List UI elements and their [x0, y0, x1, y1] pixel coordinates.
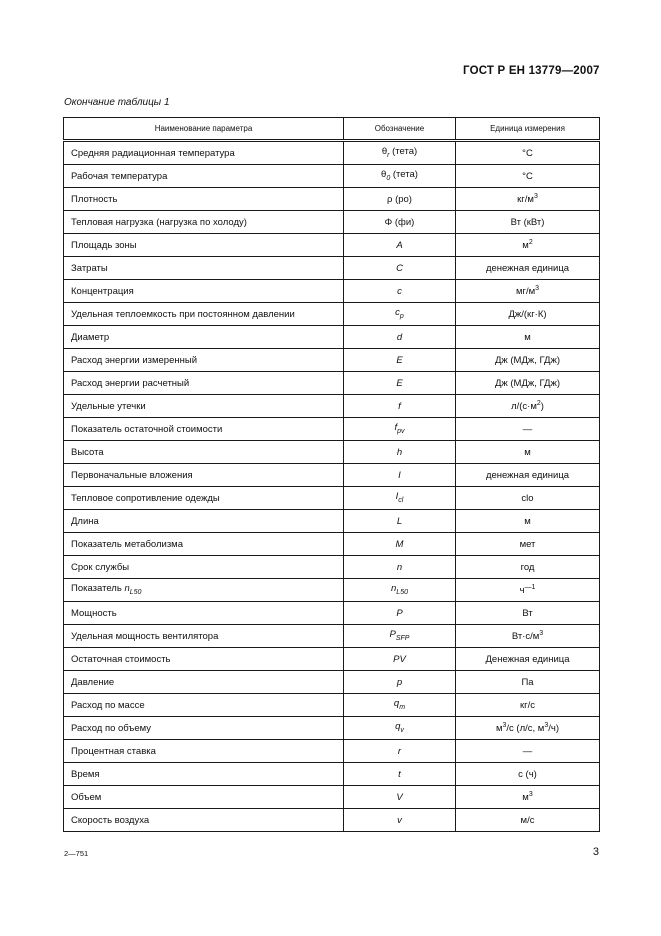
unit-text: Вт (кВт) [510, 216, 545, 228]
symbol-text: I [395, 490, 399, 502]
symbol-text: E [396, 377, 403, 389]
page-number: 3 [592, 846, 599, 858]
parameter-unit [456, 395, 600, 418]
parameter-name [64, 141, 344, 165]
table-row [64, 257, 600, 280]
parameter-symbol [344, 533, 456, 556]
symbol-text: I [398, 469, 401, 481]
symbol-text: θ [381, 145, 388, 157]
parameter-name [64, 165, 344, 188]
parameter-name [64, 602, 344, 625]
unit-text: кг/с [519, 699, 535, 711]
parameter-symbol [344, 441, 456, 464]
parameter-name-text: Плотность [71, 193, 118, 205]
parameter-symbol [344, 326, 456, 349]
table-row [64, 809, 600, 832]
parameter-name-text: Мощность [71, 607, 117, 619]
parameter-name [64, 671, 344, 694]
symbol-text: d [396, 331, 403, 343]
parameter-unit [456, 349, 600, 372]
parameter-name-text: Удельная теплоемкость при постоянном давлении [71, 308, 295, 320]
parameter-name [64, 303, 344, 326]
parameter-name-symbol: n [124, 582, 130, 594]
parameter-unit [456, 717, 600, 740]
parameter-name [64, 786, 344, 809]
table-row [64, 141, 600, 165]
symbol-suffix: (тета) [389, 145, 418, 157]
symbol-text: q [393, 697, 400, 709]
symbol-text: ρ (ро) [387, 193, 412, 205]
parameter-symbol [344, 556, 456, 579]
symbol-text: c [397, 285, 402, 297]
parameter-name-text: Показатель остаточной стоимости [71, 423, 223, 435]
parameter-symbol [344, 671, 456, 694]
parameter-unit [456, 763, 600, 786]
parameter-name [64, 510, 344, 533]
symbol-subscript: m [399, 703, 406, 711]
unit-text: м [524, 515, 531, 527]
parameter-symbol [344, 763, 456, 786]
parameter-unit [456, 372, 600, 395]
symbol-text: P [396, 607, 403, 619]
unit-superscript: —1 [524, 583, 536, 591]
parameter-name-text: Средняя радиационная температура [71, 147, 235, 159]
unit-text: Вт [522, 607, 533, 619]
parameter-symbol [344, 740, 456, 763]
symbol-text: M [395, 538, 404, 550]
symbol-text: PV [393, 653, 406, 665]
parameter-symbol [344, 349, 456, 372]
unit-superscript: 3 [502, 721, 507, 729]
parameter-name [64, 395, 344, 418]
table-row [64, 671, 600, 694]
parameter-symbol [344, 464, 456, 487]
parameter-unit [456, 441, 600, 464]
parameter-name-subscript: L50 [129, 588, 142, 596]
parameter-name-text: Рабочая температура [71, 170, 168, 182]
symbol-text: A [396, 239, 403, 251]
column-header-name: Наименование параметра [64, 118, 344, 141]
parameter-symbol [344, 418, 456, 441]
table-row [64, 234, 600, 257]
unit-text: денежная единица [485, 262, 570, 274]
symbol-subscript: cl [398, 496, 404, 504]
symbol-text: f [394, 421, 398, 433]
parameter-name-text: Расход энергии измеренный [71, 354, 198, 366]
parameter-symbol [344, 188, 456, 211]
table-row [64, 648, 600, 671]
parameter-symbol [344, 234, 456, 257]
unit-text: Дж/(кг·К) [508, 308, 547, 320]
table-row [64, 579, 600, 602]
parameter-unit [456, 211, 600, 234]
parameter-name [64, 211, 344, 234]
symbol-text: f [398, 400, 401, 412]
symbol-text: E [396, 354, 403, 366]
symbol-suffix: (тета) [390, 168, 418, 180]
parameter-name [64, 372, 344, 395]
parameter-unit [456, 303, 600, 326]
footer-print-code: 2—751 [64, 849, 89, 858]
parameter-symbol [344, 694, 456, 717]
parameter-name [64, 625, 344, 648]
parameter-name [64, 464, 344, 487]
table-body [64, 141, 600, 832]
parameters-table [63, 117, 600, 832]
parameter-name [64, 809, 344, 832]
parameter-name [64, 717, 344, 740]
unit-text: Па [521, 676, 534, 688]
parameter-unit [456, 464, 600, 487]
table-row [64, 786, 600, 809]
parameter-symbol [344, 786, 456, 809]
parameter-symbol [344, 809, 456, 832]
symbol-text: P [389, 628, 396, 640]
unit-text: м [522, 239, 529, 251]
parameter-symbol [344, 165, 456, 188]
table-row [64, 464, 600, 487]
parameter-name-text: Давление [71, 676, 115, 688]
parameter-symbol [344, 280, 456, 303]
parameter-name-text: Скорость воздуха [71, 814, 150, 826]
symbol-text: r [397, 745, 402, 757]
unit-text: ч [519, 584, 525, 596]
parameter-unit [456, 556, 600, 579]
parameter-name-text: Остаточная стоимость [71, 653, 171, 665]
parameter-name-text: Удельные утечки [71, 400, 146, 412]
parameter-name [64, 694, 344, 717]
table-row [64, 165, 600, 188]
unit-text: м/с [520, 814, 535, 826]
unit-text: м [522, 791, 529, 803]
parameter-name-text: Расход по объему [71, 722, 152, 734]
parameter-name [64, 234, 344, 257]
parameter-unit [456, 510, 600, 533]
parameter-name-text: Затраты [71, 262, 108, 274]
parameter-unit [456, 234, 600, 257]
parameter-name [64, 188, 344, 211]
unit-text: Дж (МДж, ГДж) [494, 377, 561, 389]
parameter-name-text: Удельная мощность вентилятора [71, 630, 219, 642]
unit-superscript: 3 [528, 790, 533, 798]
parameter-name [64, 556, 344, 579]
table-header-row [64, 118, 600, 141]
symbol-text: C [396, 262, 403, 274]
parameter-name [64, 441, 344, 464]
table-row [64, 418, 600, 441]
symbol-subscript: p [399, 312, 404, 320]
symbol-text: t [398, 768, 401, 780]
table-row [64, 188, 600, 211]
parameter-name [64, 280, 344, 303]
symbol-text: n [396, 561, 403, 573]
unit-text: °С [522, 170, 533, 182]
table-row [64, 441, 600, 464]
parameter-unit [456, 141, 600, 165]
table-row [64, 625, 600, 648]
parameter-unit [456, 280, 600, 303]
table-caption: Окончание таблицы 1 [64, 97, 170, 108]
table-row [64, 303, 600, 326]
parameter-name [64, 533, 344, 556]
parameter-name-text: Высота [71, 446, 104, 458]
parameter-unit [456, 165, 600, 188]
parameter-name [64, 740, 344, 763]
unit-superscript: 2 [536, 399, 541, 407]
unit-superscript: 3 [544, 721, 549, 729]
unit-text: — [522, 423, 533, 435]
parameter-name [64, 418, 344, 441]
column-header-unit: Единица измерения [456, 118, 600, 141]
parameter-unit [456, 671, 600, 694]
table-row [64, 326, 600, 349]
parameter-symbol [344, 211, 456, 234]
symbol-text: V [396, 791, 403, 803]
parameter-name-text: Расход по массе [71, 699, 145, 711]
table-row [64, 763, 600, 786]
symbol-text: v [397, 814, 402, 826]
parameter-name-text: Площадь зоны [71, 239, 137, 251]
table-row [64, 717, 600, 740]
parameter-symbol [344, 510, 456, 533]
parameter-name-text: Тепловая нагрузка (нагрузка по холоду) [71, 216, 247, 228]
unit-text: м [495, 722, 503, 734]
parameter-name-text: Объем [71, 791, 102, 803]
table-row [64, 211, 600, 234]
parameter-unit [456, 602, 600, 625]
parameter-unit [456, 418, 600, 441]
unit-superscript: 3 [539, 629, 544, 637]
symbol-text: n [391, 582, 397, 594]
table-row [64, 533, 600, 556]
unit-text: мет [519, 538, 536, 550]
unit-text: мг/м [515, 285, 536, 297]
table-row [64, 395, 600, 418]
parameter-name-text: Тепловое сопротивление одежды [71, 492, 220, 504]
parameter-unit [456, 188, 600, 211]
unit-text-suffix: /ч) [548, 722, 560, 734]
parameter-unit [456, 809, 600, 832]
parameter-name [64, 579, 344, 602]
unit-text: Денежная единица [485, 653, 570, 665]
table-row [64, 556, 600, 579]
symbol-text: p [396, 676, 403, 688]
symbol-text: h [396, 446, 403, 458]
table-row [64, 280, 600, 303]
symbol-subscript: v [400, 726, 404, 734]
symbol-subscript: SFP [395, 634, 410, 642]
parameter-symbol [344, 303, 456, 326]
parameter-unit [456, 694, 600, 717]
symbol-subscript: r [387, 151, 390, 159]
unit-text: с (ч) [518, 768, 537, 780]
document-code: ГОСТ Р ЕН 13779—2007 [463, 65, 600, 77]
parameter-unit [456, 740, 600, 763]
unit-text: Дж (МДж, ГДж) [494, 354, 561, 366]
parameter-unit [456, 257, 600, 280]
symbol-subscript: L50 [396, 588, 408, 596]
symbol-text: q [395, 720, 401, 732]
parameter-name-text: Концентрация [71, 285, 134, 297]
parameter-symbol [344, 395, 456, 418]
parameter-unit [456, 487, 600, 510]
unit-text: — [522, 745, 533, 757]
parameter-name [64, 326, 344, 349]
unit-text: л/(с·м [511, 400, 537, 412]
parameter-symbol [344, 602, 456, 625]
parameter-unit [456, 579, 600, 602]
parameter-name [64, 257, 344, 280]
column-header-symbol: Обозначение [344, 118, 456, 141]
unit-text-suffix: ) [540, 400, 544, 412]
table-row [64, 510, 600, 533]
parameter-unit [456, 326, 600, 349]
parameter-symbol [344, 372, 456, 395]
symbol-subscript: pv [397, 427, 405, 435]
unit-superscript: 3 [535, 284, 540, 292]
parameter-symbol [344, 141, 456, 165]
unit-text: м [524, 331, 531, 343]
table-row [64, 740, 600, 763]
parameter-unit [456, 533, 600, 556]
parameter-name-text: Первоначальные вложения [71, 469, 193, 481]
parameter-name [64, 648, 344, 671]
symbol-text: L [396, 515, 403, 527]
parameter-symbol [344, 487, 456, 510]
parameter-name [64, 487, 344, 510]
parameter-symbol [344, 579, 456, 602]
parameter-name-text: Диаметр [71, 331, 110, 343]
parameter-name-text: Расход энергии расчетный [71, 377, 190, 389]
parameter-name-text: Срок службы [71, 561, 130, 573]
parameter-symbol [344, 257, 456, 280]
symbol-text: θ [381, 168, 387, 180]
unit-text-suffix: /с (л/с, м [506, 722, 545, 734]
parameter-name-text: Время [71, 768, 100, 780]
parameter-name-text: Показатель [71, 582, 125, 594]
unit-text: Вт·с/м [511, 630, 540, 642]
unit-text: clo [521, 492, 534, 504]
table-row [64, 372, 600, 395]
parameter-name [64, 763, 344, 786]
symbol-subscript: 0 [386, 174, 391, 182]
unit-text: денежная единица [485, 469, 570, 481]
table-row [64, 602, 600, 625]
unit-superscript: 2 [528, 238, 533, 246]
parameter-unit [456, 625, 600, 648]
parameter-unit [456, 786, 600, 809]
parameter-unit [456, 648, 600, 671]
parameter-symbol [344, 648, 456, 671]
parameter-name-text: Показатель метаболизма [71, 538, 183, 550]
table-row [64, 487, 600, 510]
table-row [64, 694, 600, 717]
unit-text: год [520, 561, 535, 573]
symbol-text: Φ (фи) [384, 216, 415, 228]
parameter-name-text: Процентная ставка [71, 745, 156, 757]
symbol-text: c [395, 306, 400, 318]
table-row [64, 349, 600, 372]
parameter-name [64, 349, 344, 372]
unit-text: кг/м [517, 193, 534, 205]
unit-text: °С [522, 147, 533, 159]
parameter-symbol [344, 717, 456, 740]
parameter-name-text: Длина [71, 515, 99, 527]
parameter-symbol [344, 625, 456, 648]
unit-superscript: 3 [533, 192, 538, 200]
unit-text: м [524, 446, 531, 458]
